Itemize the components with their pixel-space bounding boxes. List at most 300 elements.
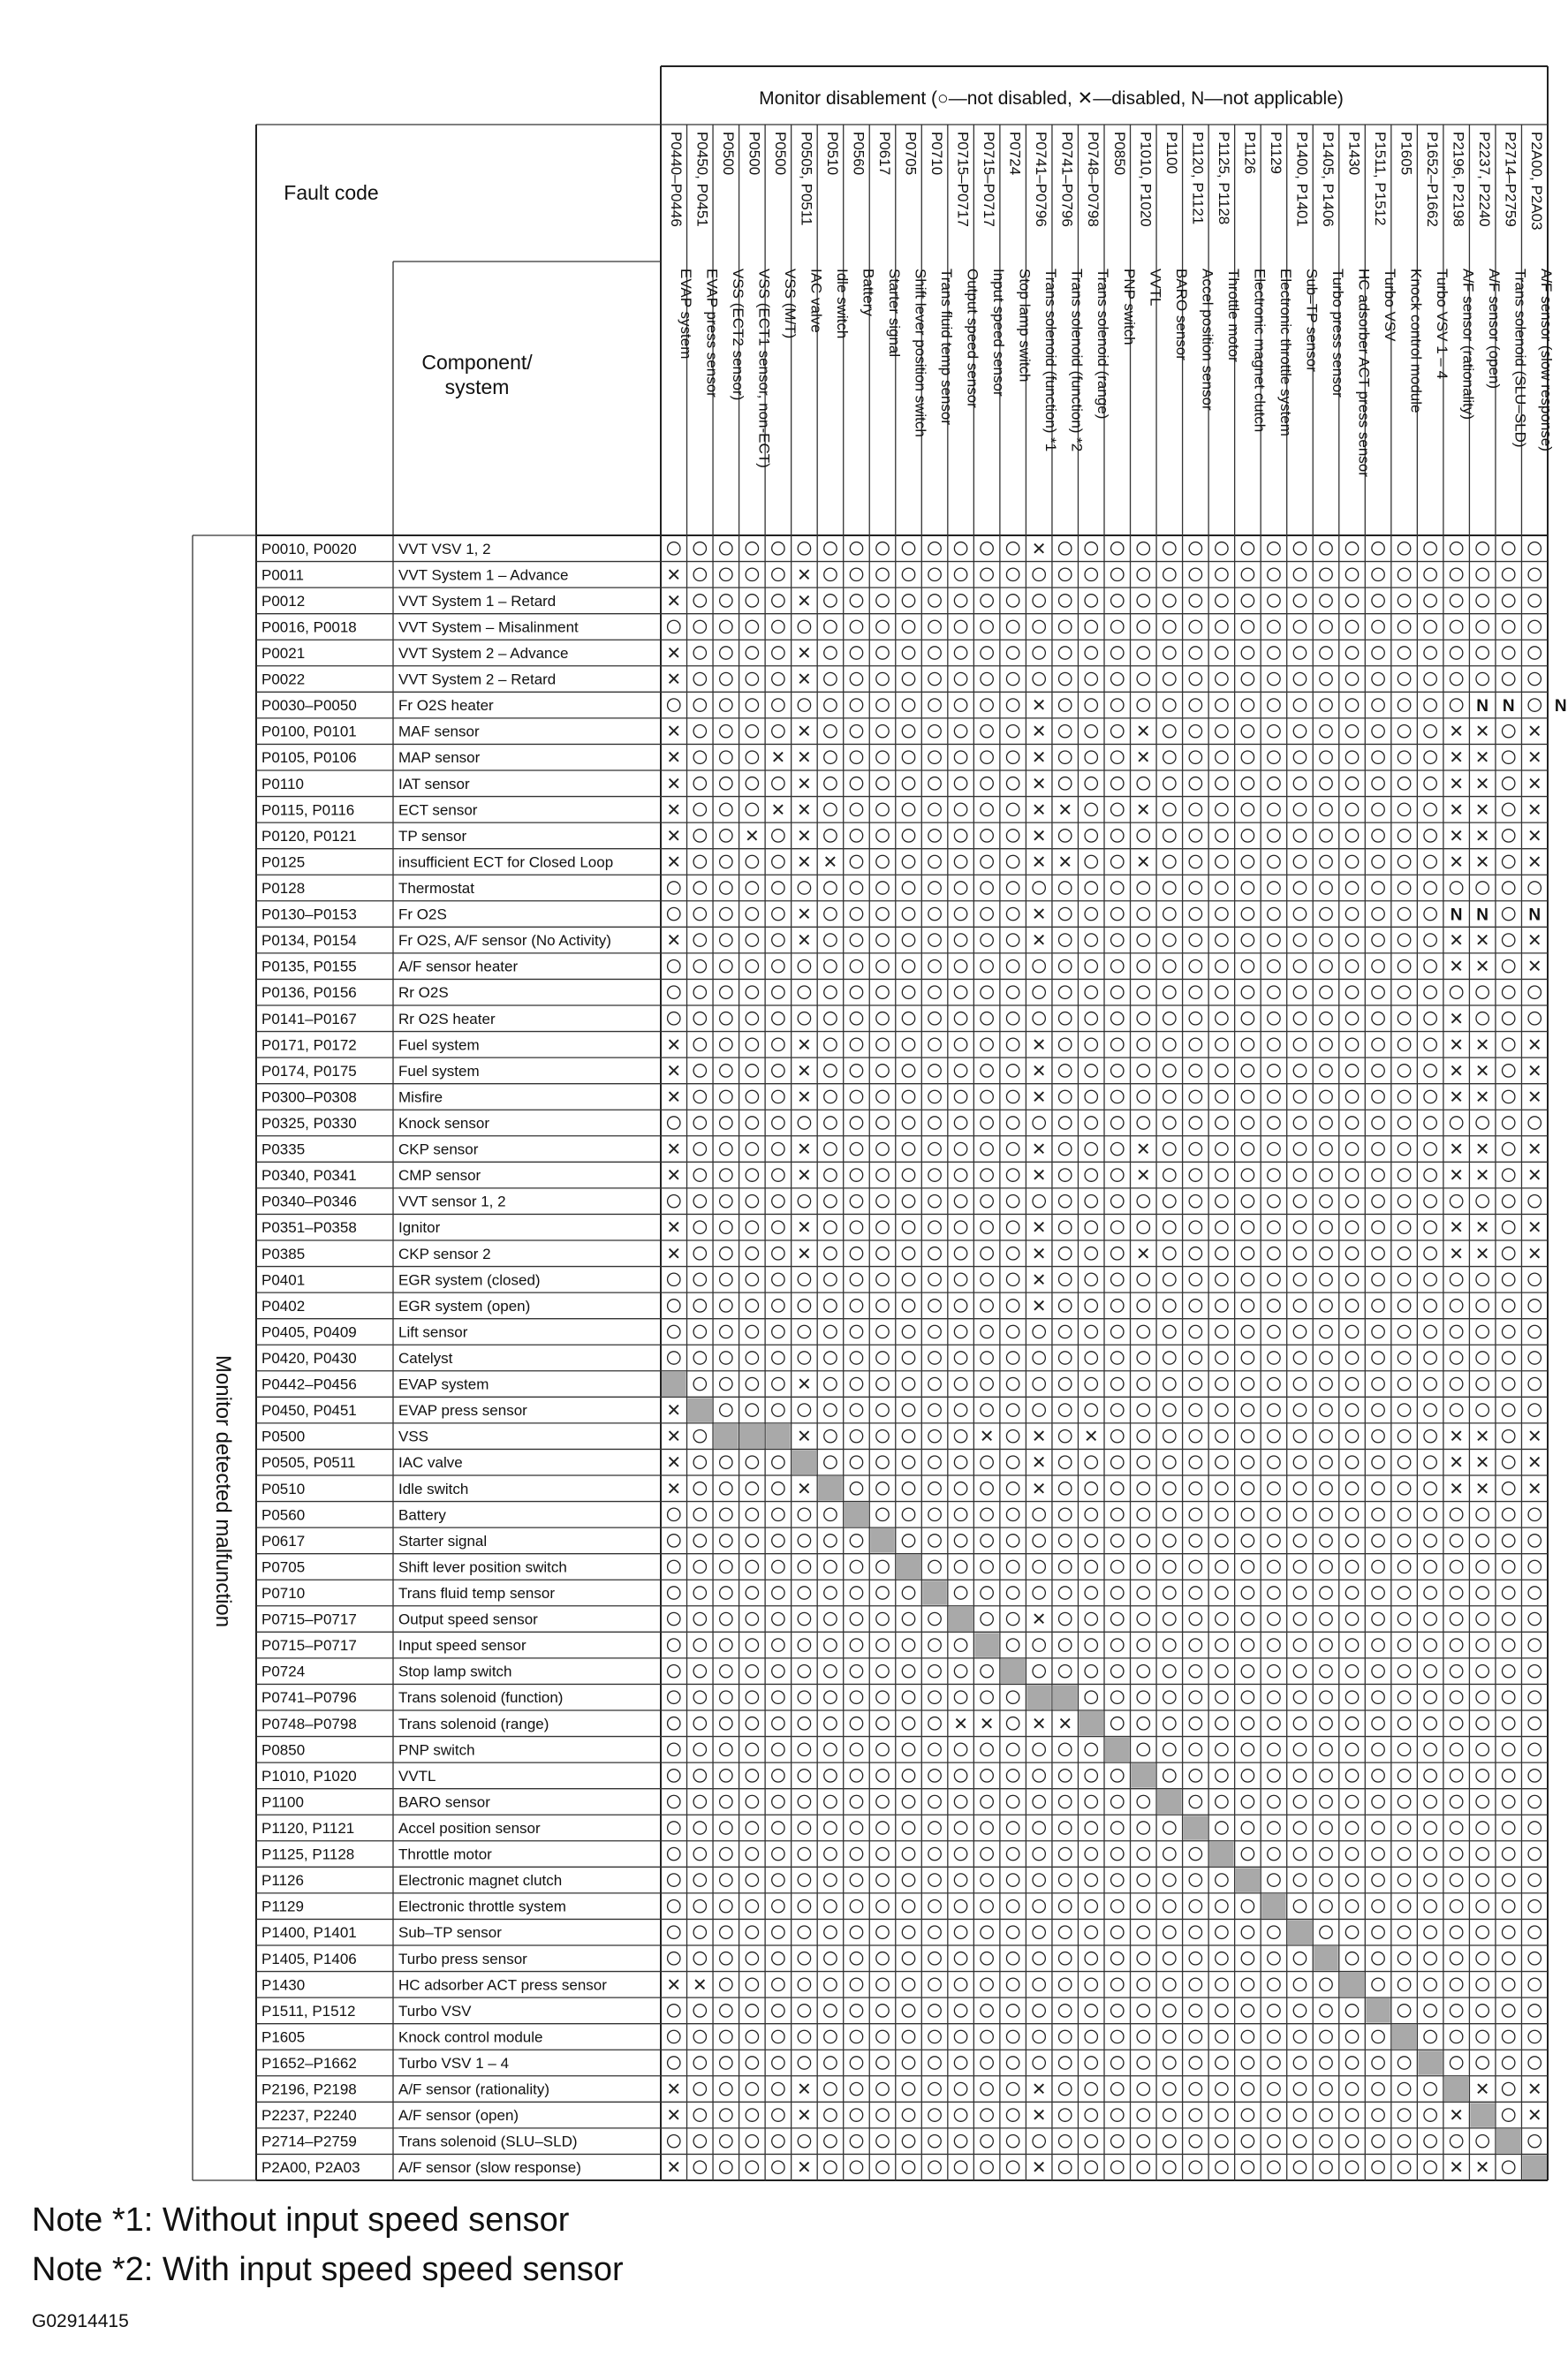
cell-not-disabled	[1006, 647, 1019, 659]
cell-not-disabled	[668, 1691, 680, 1703]
cell-not-disabled	[1189, 855, 1201, 868]
cell-not-disabled	[1006, 1142, 1019, 1155]
cell-not-disabled	[1424, 907, 1436, 920]
cell-not-disabled	[1006, 1117, 1019, 1129]
cell-not-disabled	[954, 855, 966, 868]
cell-not-disabled	[1163, 1325, 1176, 1338]
cell-not-disabled	[1320, 934, 1332, 946]
cell-not-disabled	[720, 2109, 732, 2121]
cell-not-disabled	[1241, 620, 1254, 633]
cell-not-disabled	[1528, 1404, 1541, 1416]
cell-not-disabled	[981, 2005, 993, 2017]
cell-not-disabled	[824, 595, 837, 607]
cell-not-disabled	[1111, 1169, 1124, 1181]
cell-not-disabled	[1006, 1065, 1019, 1077]
cell-not-disabled	[1503, 830, 1515, 842]
row-component: Lift sensor	[398, 1323, 468, 1341]
cell-disabled: ✕	[1031, 1451, 1047, 1474]
column-header	[746, 132, 772, 468]
cell-not-disabled	[1293, 1142, 1306, 1155]
cell-not-disabled	[1059, 1247, 1072, 1260]
cell-not-disabled	[746, 959, 758, 972]
cell-not-disabled	[1241, 934, 1254, 946]
cell-not-disabled	[1293, 1221, 1306, 1233]
cell-not-disabled	[1503, 803, 1515, 815]
cell-not-disabled	[850, 1587, 862, 1599]
cell-not-disabled	[902, 777, 914, 790]
cell-not-disabled	[798, 1325, 810, 1338]
cell-not-disabled	[876, 1822, 889, 1834]
column-name: Turbo VSV 1 – 4	[1434, 269, 1451, 380]
cell-not-disabled	[1059, 1352, 1072, 1364]
cell-not-disabled	[1006, 595, 1019, 607]
cell-disabled: ✕	[1526, 1242, 1542, 1264]
cell-not-disabled	[1503, 1194, 1515, 1207]
cell-not-disabled	[876, 1247, 889, 1260]
cell-not-disabled	[772, 1325, 784, 1338]
row-fault-code: P0110	[261, 775, 304, 792]
cell-disabled: ✕	[666, 720, 682, 742]
cell-not-disabled	[1424, 1142, 1436, 1155]
cell-not-disabled	[928, 2057, 941, 2069]
cell-not-disabled	[772, 1639, 784, 1651]
cell-not-disabled	[902, 1612, 914, 1625]
cell-not-disabled	[824, 1090, 837, 1103]
cell-not-disabled	[1476, 1743, 1488, 1755]
cell-not-disabled	[902, 907, 914, 920]
cell-not-disabled	[1216, 934, 1228, 946]
row-component: VVT System 2 – Retard	[398, 671, 557, 688]
cell-not-disabled	[981, 724, 993, 737]
cell-not-disabled	[850, 2161, 862, 2173]
row-fault-code: P0135, P0155	[261, 958, 357, 975]
cell-not-disabled	[1345, 855, 1358, 868]
cell-disabled: ✕	[1449, 1138, 1465, 1160]
cell-shaded	[1314, 1946, 1338, 1971]
column-name: Starter signal	[886, 269, 903, 358]
cell-disabled: ✕	[1031, 1477, 1047, 1499]
column-code: P1511, P1512	[1372, 132, 1390, 226]
cell-disabled: ✕	[797, 2078, 812, 2100]
cell-not-disabled	[1320, 1535, 1332, 1547]
row-component: Trans solenoid (range)	[398, 1715, 549, 1732]
cell-not-disabled	[746, 907, 758, 920]
cell-not-disabled	[928, 1194, 941, 1207]
cell-not-disabled	[772, 1377, 784, 1390]
cell-not-disabled	[1033, 620, 1045, 633]
cell-not-disabled	[1085, 1560, 1097, 1573]
cell-not-disabled	[1137, 1221, 1149, 1233]
cell-not-disabled	[1398, 1639, 1410, 1651]
cell-not-disabled	[876, 1142, 889, 1155]
cell-not-disabled	[1528, 1639, 1541, 1651]
table-row	[261, 1323, 1541, 1340]
cell-not-disabled	[693, 1691, 706, 1703]
column-name: Shift lever position switch	[912, 269, 929, 437]
cell-not-disabled	[1503, 2057, 1515, 2069]
cell-not-disabled	[772, 959, 784, 972]
cell-not-disabled	[1320, 1352, 1332, 1364]
cell-disabled: ✕	[1474, 747, 1490, 769]
column-name: Trans solenoid (range)	[1095, 269, 1112, 420]
cell-not-disabled	[1006, 1770, 1019, 1782]
cell-not-disabled	[1503, 1795, 1515, 1808]
cell-not-disabled	[1320, 2030, 1332, 2043]
cell-disabled: ✕	[1526, 772, 1542, 794]
cell-not-disabled	[1085, 1482, 1097, 1495]
cell-not-disabled	[1345, 1194, 1358, 1207]
cell-shaded	[1470, 2103, 1495, 2127]
cell-not-disabled	[1085, 2134, 1097, 2147]
cell-not-disabled	[668, 882, 680, 894]
cell-not-disabled	[1424, 1717, 1436, 1730]
row-fault-code: P0125	[261, 853, 306, 871]
cell-not-disabled	[981, 1664, 993, 1677]
column-headers	[668, 132, 1555, 477]
cell-not-disabled	[1424, 1429, 1436, 1442]
cell-disabled: ✕	[666, 851, 682, 873]
cell-not-disabled	[1163, 2057, 1176, 2069]
cell-not-disabled	[850, 777, 862, 790]
cell-not-disabled	[1033, 1978, 1045, 1990]
cell-disabled: ✕	[797, 851, 812, 873]
cell-disabled: ✕	[666, 2156, 682, 2179]
cell-not-disabled	[1085, 1847, 1097, 1860]
cell-not-disabled	[876, 1325, 889, 1338]
cell-not-disabled	[850, 1926, 862, 1938]
cell-not-disabled	[1137, 1899, 1149, 1912]
cell-not-disabled	[746, 1952, 758, 1965]
cell-not-disabled	[693, 1352, 706, 1364]
cell-not-disabled	[1320, 1770, 1332, 1782]
cell-not-applicable: N	[1502, 697, 1515, 716]
cell-not-disabled	[1241, 1639, 1254, 1651]
cell-not-disabled	[1345, 1377, 1358, 1390]
cell-not-disabled	[824, 1508, 837, 1520]
cell-not-disabled	[1059, 1639, 1072, 1651]
cell-not-disabled	[1033, 1194, 1045, 1207]
cell-not-disabled	[928, 2005, 941, 2017]
cell-not-disabled	[1345, 1012, 1358, 1025]
cell-not-disabled	[1372, 986, 1384, 998]
cell-not-disabled	[1111, 1352, 1124, 1364]
cell-not-disabled	[772, 1770, 784, 1782]
cell-disabled: ✕	[666, 2078, 682, 2100]
cell-not-disabled	[1503, 1978, 1515, 1990]
table-row	[261, 1894, 1541, 1919]
table-row	[261, 1243, 1542, 1264]
cell-not-disabled	[876, 672, 889, 685]
cell-not-disabled	[1293, 1325, 1306, 1338]
cell-not-disabled	[902, 1117, 914, 1129]
cell-not-disabled	[1163, 1247, 1176, 1260]
cell-disabled: ✕	[666, 668, 682, 690]
column-header	[928, 132, 955, 425]
column-header	[1398, 132, 1425, 413]
cell-not-disabled	[876, 1482, 889, 1495]
cell-not-disabled	[1476, 1795, 1488, 1808]
cell-not-disabled	[1059, 1664, 1072, 1677]
cell-not-disabled	[1111, 1847, 1124, 1860]
cell-not-disabled	[1059, 2161, 1072, 2173]
cell-not-disabled	[902, 1717, 914, 1730]
cell-not-disabled	[668, 1926, 680, 1938]
cell-not-disabled	[1137, 699, 1149, 711]
column-code: P0617	[876, 132, 893, 176]
cell-not-disabled	[798, 1352, 810, 1364]
cell-not-disabled	[1111, 1377, 1124, 1390]
cell-not-disabled	[876, 1090, 889, 1103]
cell-not-disabled	[902, 1691, 914, 1703]
cell-not-disabled	[1424, 1587, 1436, 1599]
cell-not-disabled	[693, 1795, 706, 1808]
cell-not-disabled	[693, 1664, 706, 1677]
row-component: Stop lamp switch	[398, 1663, 512, 1680]
cell-not-disabled	[1372, 724, 1384, 737]
column-code: P1010, P1020	[1137, 132, 1155, 227]
cell-not-disabled	[1189, 1978, 1201, 1990]
cell-not-disabled	[876, 1795, 889, 1808]
cell-not-disabled	[1163, 620, 1176, 633]
cell-not-disabled	[1137, 1587, 1149, 1599]
cell-not-disabled	[1006, 2057, 1019, 2069]
cell-not-disabled	[746, 1325, 758, 1338]
row-fault-code: P0335	[261, 1141, 306, 1158]
cell-not-disabled	[1059, 1300, 1072, 1312]
cell-not-disabled	[1345, 595, 1358, 607]
cell-not-disabled	[1006, 1377, 1019, 1390]
cell-not-disabled	[1476, 595, 1488, 607]
cell-not-disabled	[876, 959, 889, 972]
cell-not-disabled	[1163, 647, 1176, 659]
cell-not-disabled	[1189, 1456, 1201, 1468]
cell-not-disabled	[720, 2030, 732, 2043]
cell-not-disabled	[1345, 1847, 1358, 1860]
cell-not-disabled	[1059, 1429, 1072, 1442]
cell-not-disabled	[850, 620, 862, 633]
cell-disabled: ✕	[1449, 1034, 1465, 1056]
column-code: P1430	[1345, 132, 1363, 176]
row-fault-code: P0420, P0430	[261, 1350, 357, 1367]
cell-not-disabled	[1163, 1065, 1176, 1077]
cell-not-disabled	[720, 647, 732, 659]
cell-not-disabled	[1345, 1587, 1358, 1599]
cell-not-disabled	[1528, 568, 1541, 580]
cell-not-disabled	[1528, 1743, 1541, 1755]
cell-shaded	[1392, 2025, 1417, 2050]
cell-not-disabled	[1320, 647, 1332, 659]
column-header	[1085, 132, 1111, 419]
cell-not-disabled	[1476, 1508, 1488, 1520]
cell-not-disabled	[1163, 1456, 1176, 1468]
cell-not-disabled	[850, 568, 862, 580]
cell-not-disabled	[1216, 751, 1228, 763]
cell-not-disabled	[824, 1273, 837, 1285]
cell-not-disabled	[1476, 1639, 1488, 1651]
cell-not-disabled	[1372, 1847, 1384, 1860]
column-header	[1503, 132, 1529, 448]
cell-not-disabled	[1216, 959, 1228, 972]
cell-not-disabled	[1189, 1090, 1201, 1103]
cell-not-disabled	[1503, 1822, 1515, 1834]
table-row	[261, 1998, 1541, 2023]
cell-not-disabled	[1006, 1795, 1019, 1808]
cell-not-disabled	[1293, 1508, 1306, 1520]
cell-not-disabled	[1372, 1795, 1384, 1808]
cell-disabled: ✕	[1474, 720, 1490, 742]
cell-not-disabled	[1085, 1090, 1097, 1103]
cell-disabled: ✕	[822, 851, 838, 873]
column-name: BARO sensor	[1172, 269, 1190, 360]
table-row	[261, 904, 1541, 925]
cell-disabled: ✕	[1474, 1059, 1490, 1081]
cell-not-disabled	[1216, 2134, 1228, 2147]
cell-disabled: ✕	[666, 564, 682, 586]
table-row	[261, 2103, 1542, 2127]
cell-not-disabled	[1345, 1221, 1358, 1233]
cell-not-disabled	[876, 1899, 889, 1912]
row-component: insufficient ECT for Closed Loop	[398, 853, 614, 871]
cell-disabled: ✕	[1031, 1712, 1047, 1734]
cell-not-disabled	[693, 777, 706, 790]
cell-not-disabled	[824, 2161, 837, 2173]
cell-not-disabled	[1006, 1899, 1019, 1912]
cell-disabled: ✕	[1449, 2156, 1465, 2179]
row-component: CKP sensor 2	[398, 1245, 491, 1262]
table-row	[261, 1450, 1542, 1474]
cell-not-disabled	[981, 907, 993, 920]
cell-not-disabled	[1189, 1664, 1201, 1677]
cell-not-disabled	[928, 934, 941, 946]
cell-not-disabled	[902, 1899, 914, 1912]
cell-disabled: ✕	[1526, 1086, 1542, 1108]
cell-not-disabled	[1372, 1012, 1384, 1025]
cell-not-disabled	[1372, 1273, 1384, 1285]
cell-not-disabled	[1503, 1142, 1515, 1155]
cell-not-disabled	[928, 803, 941, 815]
cell-not-disabled	[772, 620, 784, 633]
cell-not-disabled	[928, 1952, 941, 1965]
cell-not-disabled	[1372, 1874, 1384, 1886]
cell-not-disabled	[981, 647, 993, 659]
cell-not-disabled	[1241, 1117, 1254, 1129]
cell-not-disabled	[772, 2134, 784, 2147]
cell-not-disabled	[1398, 1952, 1410, 1965]
cell-not-disabled	[1268, 2161, 1280, 2173]
cell-not-disabled	[1085, 1247, 1097, 1260]
cell-not-disabled	[954, 959, 966, 972]
table-body	[261, 538, 1567, 2179]
cell-not-disabled	[824, 1429, 837, 1442]
cell-not-disabled	[1006, 830, 1019, 842]
column-header	[720, 132, 746, 400]
column-name: VSS (M/T)	[781, 269, 799, 339]
cell-not-disabled	[1320, 1247, 1332, 1260]
column-name: A/F sensor (rationality)	[1459, 269, 1477, 420]
cell-not-disabled	[668, 1952, 680, 1965]
cell-disabled: ✕	[797, 720, 812, 742]
cell-not-disabled	[1293, 699, 1306, 711]
cell-not-disabled	[1476, 1325, 1488, 1338]
cell-not-disabled	[720, 2134, 732, 2147]
cell-not-disabled	[1059, 1770, 1072, 1782]
cell-not-disabled	[1372, 1429, 1384, 1442]
cell-not-disabled	[1503, 1482, 1515, 1495]
cell-not-disabled	[693, 1012, 706, 1025]
cell-not-disabled	[746, 934, 758, 946]
cell-not-disabled	[1163, 699, 1176, 711]
cell-not-disabled	[824, 1822, 837, 1834]
cell-not-disabled	[1372, 595, 1384, 607]
cell-not-disabled	[668, 1325, 680, 1338]
cell-not-disabled	[1293, 1795, 1306, 1808]
cell-not-disabled	[720, 1926, 732, 1938]
column-code: P0850	[1110, 132, 1128, 176]
cell-not-disabled	[1241, 1247, 1254, 1260]
cell-not-disabled	[1006, 1952, 1019, 1965]
cell-not-disabled	[693, 568, 706, 580]
cell-not-disabled	[954, 699, 966, 711]
cell-not-disabled	[876, 2134, 889, 2147]
cell-not-disabled	[1398, 672, 1410, 685]
cell-not-disabled	[1241, 1822, 1254, 1834]
cell-not-disabled	[1137, 1822, 1149, 1834]
cell-not-disabled	[1241, 1691, 1254, 1703]
cell-not-disabled	[1268, 672, 1280, 685]
table-row	[261, 1528, 1541, 1553]
row-fault-code: P1652–P1662	[261, 2055, 357, 2072]
table-row	[261, 1815, 1541, 1840]
cell-not-disabled	[1398, 1926, 1410, 1938]
cell-not-disabled	[1476, 1822, 1488, 1834]
cell-not-disabled	[668, 1194, 680, 1207]
cell-not-disabled	[1450, 882, 1462, 894]
cell-not-disabled	[772, 1874, 784, 1886]
cell-not-disabled	[1216, 1247, 1228, 1260]
cell-not-disabled	[1163, 2005, 1176, 2017]
cell-not-disabled	[693, 1482, 706, 1495]
row-fault-code: P1605	[261, 2028, 306, 2046]
cell-not-disabled	[693, 1508, 706, 1520]
cell-not-disabled	[850, 1065, 862, 1077]
cell-not-disabled	[1503, 1899, 1515, 1912]
cell-not-disabled	[693, 1770, 706, 1782]
row-component: VVT System – Misalinment	[398, 618, 579, 636]
cell-not-disabled	[798, 1117, 810, 1129]
cell-not-disabled	[954, 2109, 966, 2121]
cell-not-disabled	[876, 1065, 889, 1077]
cell-not-disabled	[1476, 1194, 1488, 1207]
cell-not-disabled	[876, 830, 889, 842]
cell-not-disabled	[1320, 2109, 1332, 2121]
table-row	[261, 1659, 1541, 1684]
cell-disabled: ✕	[666, 1034, 682, 1056]
cell-not-disabled	[1450, 1664, 1462, 1677]
cell-not-disabled	[1372, 1065, 1384, 1077]
cell-not-disabled	[668, 959, 680, 972]
cell-not-disabled	[928, 1429, 941, 1442]
cell-not-disabled	[1006, 1038, 1019, 1050]
cell-not-disabled	[1268, 1691, 1280, 1703]
cell-not-disabled	[824, 1142, 837, 1155]
table-row	[261, 1060, 1542, 1081]
cell-not-disabled	[981, 882, 993, 894]
cell-not-disabled	[1216, 1038, 1228, 1050]
cell-not-disabled	[850, 2082, 862, 2095]
cell-not-disabled	[1398, 1090, 1410, 1103]
cell-not-disabled	[824, 907, 837, 920]
cell-not-disabled	[1137, 907, 1149, 920]
